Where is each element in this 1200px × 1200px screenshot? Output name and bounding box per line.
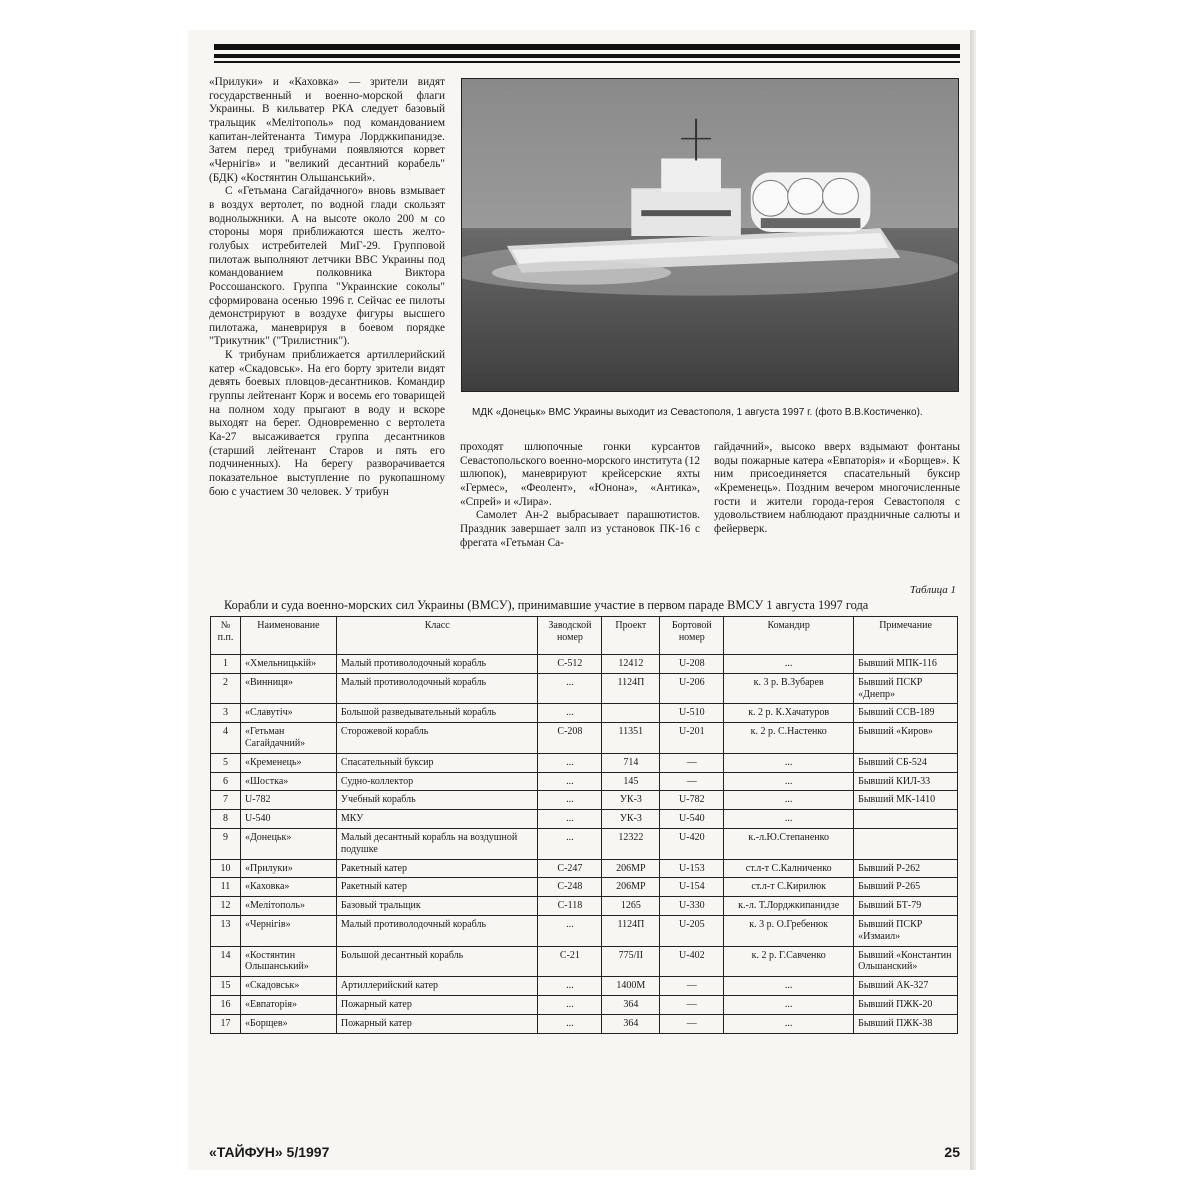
- table-cell: УК-3: [602, 791, 660, 810]
- table-cell: Ракетный катер: [336, 878, 538, 897]
- table-cell: «Славутіч»: [240, 704, 336, 723]
- table-row: [211, 1014, 958, 1033]
- table-cell: «Гетьман Сагайдачний»: [240, 723, 336, 754]
- table-cell: «Евпаторія»: [240, 995, 336, 1014]
- table-cell: Бывший ПЖК-38: [854, 1014, 958, 1033]
- table-cell: Бывший МПК-116: [854, 655, 958, 674]
- table-cell: Бывший ПСКР «Днепр»: [854, 673, 958, 704]
- paragraph: проходят шлюпочные гонки курсантов Севастопольского военно-морского института (12 шлюпок), маневрируют крейсерские яхты «Гермес», «Феолент», «Юнона», «Антика», «Спрей» и «Лира».: [460, 441, 700, 508]
- table-cell: «Костянтин Ольшанський»: [240, 946, 336, 977]
- table-cell: U-201: [660, 723, 724, 754]
- table-cell: 11351: [602, 723, 660, 754]
- table-cell: к.-л. Т.Лорджкипанидзе: [724, 897, 854, 916]
- table-cell: Бывший «Константин Ольшанский»: [854, 946, 958, 977]
- table-cell: Бывший ПЖК-20: [854, 995, 958, 1014]
- table-row: [211, 753, 958, 772]
- column-header: Заводской номер: [538, 617, 602, 655]
- table-cell: ст.л-т С.Калниченко: [724, 859, 854, 878]
- hovercraft-photo: [461, 78, 959, 392]
- table-cell: 3: [211, 704, 241, 723]
- paragraph: гайдачний», высоко вверх вздымают фонтаны воды пожарные катера «Евпаторія» и «Борщев». К ним присоединяется спасательный буксир «Кременець». Поздним вечером многочисленные гости и жители города-героя Севастополя с удовольствием наблюдают праздничные салюты и фейерверк.: [714, 441, 960, 535]
- table-cell: U-540: [660, 810, 724, 829]
- table-cell: ...: [538, 673, 602, 704]
- table-cell: ...: [724, 791, 854, 810]
- table-cell: 13: [211, 915, 241, 946]
- table-cell: ...: [538, 977, 602, 996]
- table-cell: Базовый тральщик: [336, 897, 538, 916]
- table-cell: «Винниця»: [240, 673, 336, 704]
- table-cell: U-205: [660, 915, 724, 946]
- table-cell: ст.л-т С.Кирилюк: [724, 878, 854, 897]
- table-cell: 12322: [602, 828, 660, 859]
- table-cell: Малый противолодочный корабль: [336, 655, 538, 674]
- table-cell: к. 2 р. К.Хачатуров: [724, 704, 854, 723]
- table-row: [211, 915, 958, 946]
- table-cell: 16: [211, 995, 241, 1014]
- table-row: [211, 772, 958, 791]
- table-cell: 1124П: [602, 915, 660, 946]
- table-title: Корабли и суда военно-морских сил Украины (ВМСУ), принимавшие участие в первом параде ВМСУ 1 августа 1997 года: [224, 598, 869, 612]
- table-cell: «Скадовськ»: [240, 977, 336, 996]
- table-cell: —: [660, 977, 724, 996]
- column-header: № п.п.: [211, 617, 241, 655]
- table-cell: ...: [724, 977, 854, 996]
- table-cell: С-248: [538, 878, 602, 897]
- column-header: Наименование: [240, 617, 336, 655]
- table-cell: Бывший АК-327: [854, 977, 958, 996]
- table-cell: Малый противолодочный корабль: [336, 673, 538, 704]
- table-cell: —: [660, 995, 724, 1014]
- table-cell: 206МР: [602, 859, 660, 878]
- table-cell: ...: [724, 772, 854, 791]
- table-cell: Бывший СБ-524: [854, 753, 958, 772]
- table-cell: «Шостка»: [240, 772, 336, 791]
- table-cell: U-154: [660, 878, 724, 897]
- table-cell: Большой десантный корабль: [336, 946, 538, 977]
- table-cell: 206МР: [602, 878, 660, 897]
- table-cell: «Донецьк»: [240, 828, 336, 859]
- table-cell: С-21: [538, 946, 602, 977]
- table-cell: 364: [602, 1014, 660, 1033]
- table-row: [211, 859, 958, 878]
- table-row: [211, 828, 958, 859]
- table-cell: «Мелітополь»: [240, 897, 336, 916]
- table-cell: С-208: [538, 723, 602, 754]
- magazine-footer: «ТАЙФУН» 5/1997: [209, 1144, 330, 1160]
- table-cell: 1400М: [602, 977, 660, 996]
- table-cell: 1: [211, 655, 241, 674]
- table-row: [211, 995, 958, 1014]
- table-cell: ...: [538, 1014, 602, 1033]
- table-cell: —: [660, 753, 724, 772]
- table-cell: к. 2 р. Г.Савченко: [724, 946, 854, 977]
- table-cell: УК-3: [602, 810, 660, 829]
- table-cell: МКУ: [336, 810, 538, 829]
- table-cell: U-510: [660, 704, 724, 723]
- table-cell: 10: [211, 859, 241, 878]
- header-rule: [214, 44, 960, 68]
- table-cell: к. 3 р. О.Гребенюк: [724, 915, 854, 946]
- table-cell: 714: [602, 753, 660, 772]
- table-cell: «Кременець»: [240, 753, 336, 772]
- table-cell: ...: [724, 655, 854, 674]
- table-cell: 17: [211, 1014, 241, 1033]
- table-header-row: [211, 617, 958, 655]
- table-cell: U-540: [240, 810, 336, 829]
- table-cell: 15: [211, 977, 241, 996]
- table-cell: Малый десантный корабль на воздушной подушке: [336, 828, 538, 859]
- table-cell: Ракетный катер: [336, 859, 538, 878]
- table-cell: 6: [211, 772, 241, 791]
- fleet-table: [210, 616, 958, 1034]
- table-cell: U-420: [660, 828, 724, 859]
- table-cell: —: [660, 772, 724, 791]
- table-cell: Бывший ССВ-189: [854, 704, 958, 723]
- table-cell: С-118: [538, 897, 602, 916]
- table-row: [211, 977, 958, 996]
- table-cell: ...: [724, 753, 854, 772]
- table-cell: Бывший «Киров»: [854, 723, 958, 754]
- table-cell: С-247: [538, 859, 602, 878]
- table-cell: ...: [538, 791, 602, 810]
- table-cell: «Чернігів»: [240, 915, 336, 946]
- column-header: Примечание: [854, 617, 958, 655]
- table-cell: С-512: [538, 655, 602, 674]
- photo-caption: МДК «Донецьк» ВМС Украины выходит из Севастополя, 1 августа 1997 г. (фото В.В.Костиченко).: [472, 407, 923, 418]
- table-row: [211, 791, 958, 810]
- table-cell: U-208: [660, 655, 724, 674]
- table-cell: [602, 704, 660, 723]
- table-cell: Бывший КИЛ-33: [854, 772, 958, 791]
- table-cell: 4: [211, 723, 241, 754]
- column-header: Командир: [724, 617, 854, 655]
- table-cell: ...: [538, 915, 602, 946]
- table-cell: 8: [211, 810, 241, 829]
- table-row: [211, 723, 958, 754]
- table-cell: Бывший Р-265: [854, 878, 958, 897]
- table-cell: Спасательный буксир: [336, 753, 538, 772]
- table-cell: U-402: [660, 946, 724, 977]
- table-cell: ...: [538, 828, 602, 859]
- table-row: [211, 810, 958, 829]
- table-cell: Большой разведывательный корабль: [336, 704, 538, 723]
- paragraph: Самолет Ан-2 выбрасывает парашютистов. Праздник завершает залп из установок ПК-16 с фрегата «Гетьман Са-: [460, 509, 700, 549]
- table-cell: 1265: [602, 897, 660, 916]
- table-cell: 9: [211, 828, 241, 859]
- table-cell: U-782: [240, 791, 336, 810]
- table-cell: к. 2 р. С.Настенко: [724, 723, 854, 754]
- paragraph: С «Гетьмана Сагайдачного» вновь взмывает в воздух вертолет, по водной глади скользят воднолыжники. А на высоте около 200 м со стороны моря приближаются шесть желто-голубых истребителей МиГ-29. Групповой пилотаж выполняют летчики ВВС Украины под командованием полковника Виктора Россошанского. Группа "Украинские соколы" сформирована осенью 1996 г. Сейчас ее пилоты демонстрируют в воздухе фигуры высшего пилотажа, маневрируя в боевом порядке "Трикутник" ("Трилистник").: [209, 185, 445, 348]
- table-body: [211, 655, 958, 1034]
- table-cell: ...: [538, 772, 602, 791]
- table-cell: ...: [538, 995, 602, 1014]
- table-cell: ...: [724, 995, 854, 1014]
- table-cell: Учебный корабль: [336, 791, 538, 810]
- table-cell: [854, 828, 958, 859]
- table-cell: 5: [211, 753, 241, 772]
- table-cell: Сторожевой корабль: [336, 723, 538, 754]
- table-cell: ...: [538, 753, 602, 772]
- article-column-right: [714, 441, 960, 537]
- table-cell: «Борщев»: [240, 1014, 336, 1033]
- table-cell: Бывший ПСКР «Измаил»: [854, 915, 958, 946]
- table-cell: ...: [724, 810, 854, 829]
- table-cell: Бывший Р-262: [854, 859, 958, 878]
- table-cell: 7: [211, 791, 241, 810]
- article-column-left: [209, 76, 445, 499]
- column-header: Бортовой номер: [660, 617, 724, 655]
- table-cell: «Каховка»: [240, 878, 336, 897]
- table-cell: 145: [602, 772, 660, 791]
- paragraph: К трибунам приближается артиллерийский катер «Скадовськ». На его борту зрители видят девять боевых пловцов-десантников. Командир группы лейтенант Корж и восемь его товарищей на полном ходу прыгают в воду и вскоре выходят на берег. Одновременно с вертолета Ка-27 высаживается группа десантников (старший лейтенант Старов и пять его подчиненных). На берегу разворачивается показательное выступление по рукопашному бою с участием 30 человек. У трибун: [209, 349, 445, 498]
- table-cell: 364: [602, 995, 660, 1014]
- table-label: Таблица 1: [909, 584, 956, 596]
- table-cell: [854, 810, 958, 829]
- table-row: [211, 878, 958, 897]
- page-number: 25: [944, 1144, 960, 1160]
- column-header: Проект: [602, 617, 660, 655]
- table-cell: Судно-коллектор: [336, 772, 538, 791]
- table-cell: ...: [724, 1014, 854, 1033]
- table-cell: Бывший МК-1410: [854, 791, 958, 810]
- table-row: [211, 897, 958, 916]
- table-cell: U-330: [660, 897, 724, 916]
- table-cell: U-153: [660, 859, 724, 878]
- table-cell: к.-л.Ю.Степаненко: [724, 828, 854, 859]
- table-cell: U-782: [660, 791, 724, 810]
- table-row: [211, 704, 958, 723]
- table-cell: 1124П: [602, 673, 660, 704]
- table-cell: ...: [538, 810, 602, 829]
- table-row: [211, 673, 958, 704]
- paragraph: «Прилуки» и «Каховка» — зрители видят государственный и военно-морской флаги Украины. В кильватер РКА следует базовый тральщик «Мелітополь» под командованием капитан-лейтенанта Тимура Лорджкипанидзе. Затем перед трибунами появляются корвет «Чернігів» и "великий десантний корабель" (БДК) «Костянтин Ольшанський».: [209, 76, 445, 184]
- table-cell: Пожарный катер: [336, 1014, 538, 1033]
- table-cell: к. 3 р. В.Зубарев: [724, 673, 854, 704]
- table-cell: Артиллерийский катер: [336, 977, 538, 996]
- table-cell: 775/II: [602, 946, 660, 977]
- table-cell: ...: [538, 704, 602, 723]
- table-cell: 11: [211, 878, 241, 897]
- table-cell: U-206: [660, 673, 724, 704]
- table-row: [211, 946, 958, 977]
- table-cell: 2: [211, 673, 241, 704]
- table-cell: «Хмельницькій»: [240, 655, 336, 674]
- table-cell: 12: [211, 897, 241, 916]
- table-cell: —: [660, 1014, 724, 1033]
- table-row: [211, 655, 958, 674]
- article-column-middle: [460, 441, 700, 550]
- table-cell: «Прилуки»: [240, 859, 336, 878]
- table-cell: 12412: [602, 655, 660, 674]
- column-header: Класс: [336, 617, 538, 655]
- table-cell: 14: [211, 946, 241, 977]
- table-cell: Бывший БТ-79: [854, 897, 958, 916]
- table-cell: Пожарный катер: [336, 995, 538, 1014]
- table-cell: Малый противолодочный корабль: [336, 915, 538, 946]
